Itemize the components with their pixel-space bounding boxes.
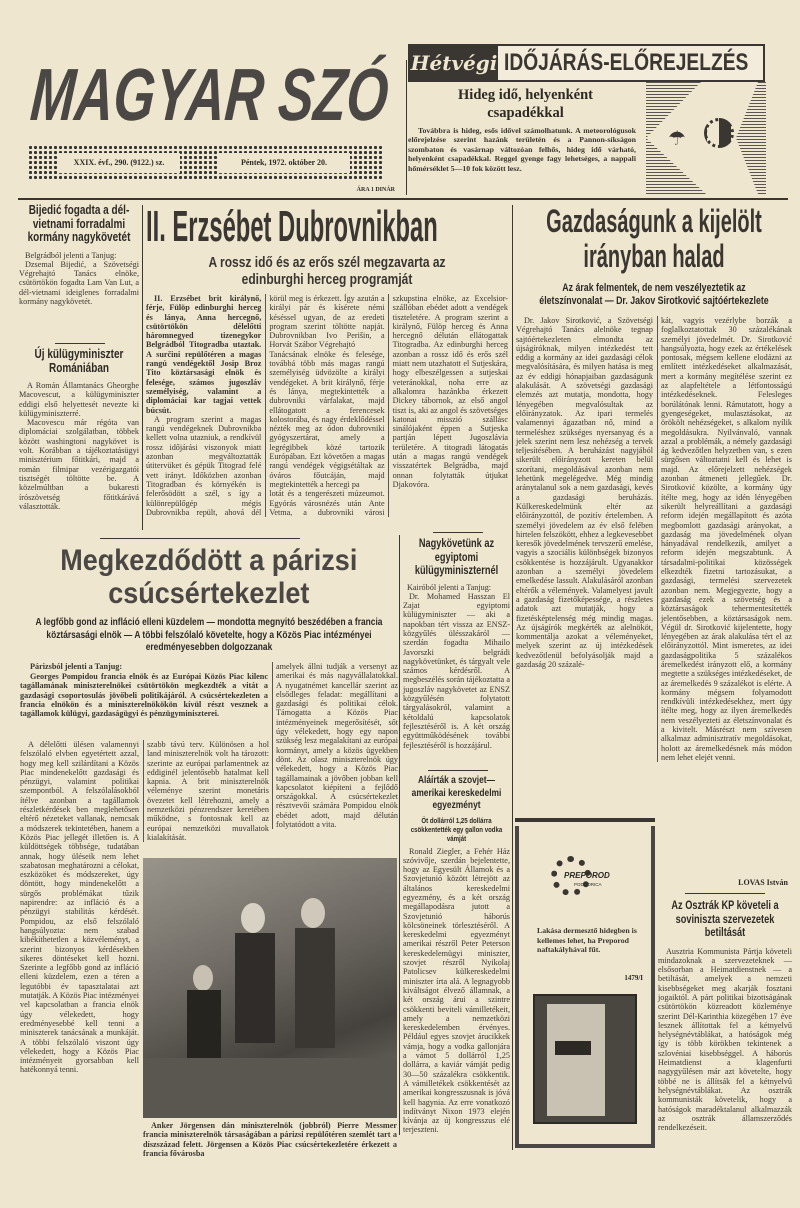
paris-col2: szabb távú terv. Különösen a hol land miniszterelnök volt ha tározott: szerinte az európai parlamentnek az eddiginél jelentősebb hatalmat kell kapnia. A brit miniszterelnök véleménye szerint monetáris övezetet kell létrehozni, amely a nemzetközi pénzrendszer keretében működne, s fontosnak kell az európai nemzetközi muvallatok kialakítását.: [143, 740, 269, 842]
paris-subheadline: A legfőbb gond az infláció elleni küzdelem — mondotta megnyitó beszédében a francia köztársasági elnök — A többi felszólaló követelte, hogy a Közös Piac intézményei eredményesebben dolgozzanak: [35, 616, 383, 653]
weather-headline: Hideg idő, helyenként csapadékkal: [458, 87, 593, 121]
egypt-headline: Nagykövetünk az egyiptomi külügyminiszternél: [414, 538, 499, 577]
issue-band: [28, 145, 382, 181]
erzsebet-col3: lotát és a tengerészeti múzeumot. Egyórás városnézés után Ante Vetma, a dubrovniki városi szkupstina elnöke, az Excelsior-szállóban ebédet adott a vendégek tiszteletére. A program szerint a királynő, Fülöp herceg és Anna hercegnő délután ellátogattak Titogradba. Az edinburghi herceg azonban a rossz idő és erős szél miatt nem utazhatott el Sutjeskára, hogy elbeszélgessen a sutjeskai veteránokkal, noha erre az alkalomra hazánkba érkezett Dickey tábornok, az első angol tiszt is, aki az angol és szövetséges katonai misszió szállásc sinálójaként éppen a Sutjeska partján lépett Jugoszlávia területére. A titogradi látogatás után a magas rangú vendégek visszatértek Belgrádba, majd onnan folytatták útjukat Djakovóra.: [269, 294, 508, 517]
romania-paragraph: Macovescu már régóta van diplomáciai szolgálatban, többek között washingtoni nagykövet is volt. Korábban a tájékoztatásügyi minisztérium főtitkári, majd a román filmipar vezérigazgatói tisztségét töltötte be. A közelmúltban a bukaresti írószövetség főtitkárává választották.: [19, 418, 139, 511]
weather-banner-script: Hétvégi: [410, 46, 498, 80]
paris-photo: [143, 858, 397, 1118]
weather-banner-title: IDŐJÁRÁS-ELŐREJELZÉS: [504, 49, 749, 76]
paris-photo-caption: Anker Jörgensen dán miniszterelnök (jobbról) Pierre Messmer francia miniszterelnök társaságában a párizsi repülőtéren szemlét tart a díszszázad felett. Jörgensen a Közös Piac csúcsértekezletére érkezett a francia fővárosba: [143, 1121, 397, 1158]
article-austria: [658, 900, 792, 1132]
trade-text: Ronald Ziegler, a Fehér Ház szóvivője, szerdán bejelentette, hogy az Egyesült Államok és a Szovjetunió között létrejött az általános kereskedelmi egyezmény, és a két ország megállapodásra jutott a Szovjetunió háborús kölcsöneinek törlesztéséről. A kereskedelmi egyezményt amerikai részről Peter Peterson kereskedelemügyi miniszter, szovjet részről Nyikolaj Patolicsev külkereskedelmi miniszter írta alá. A legnagyobb kiváltságot élvező államnak, a két ország árui a szintre csökkenti beviteli vámilletékeit, amely a nemzetközi kereskedelemben érvényes. Például egyes szovjet árucikkek vámja, hogy a vodka gallonjára a vámot 5 dollárról 1,25 dollárra, a kaviár vámját pedig 30—50 százalékra csökkentik. A vámilletékek csökkentését az amerikai kongresszusnak is jóvá kell hagynia. Az erre vonatkozó indítványt Nixon 1973 elején kívánja az új kongresszus elé terjeszteni.: [403, 846, 510, 1135]
article-bijedic: [19, 204, 139, 306]
article-romania: [19, 348, 139, 511]
trade-headline: Aláírták a szovjet—amerikai kereskedelmi egyezményt: [411, 774, 502, 811]
weather-graphic: [646, 82, 766, 194]
austria-headline: Az Osztrák KP követeli a soviniszta szervezetek betiltását: [671, 900, 779, 939]
erzsebet-lead: II. Erzsébet brit királynő, férje, Fülöp edinburghi herceg és lánya, Anna hercegnő, csütörtökön délelőtti háromnegyed tizenegykor Belgrádból Titogradba utaztak. A surčini repülőtéren a magas rangú vendégektől Josip Broz Tito köztársasági elnök és felesége, számos jugoszláv személyiség, valamint a diplomáciai kar tagjai vettek búcsút.: [146, 294, 262, 415]
sirotkovic-byline: LOVAS István: [738, 878, 788, 887]
article-paris: [20, 544, 398, 1158]
weather-banner: [408, 44, 765, 82]
preporod-brand: PREPOROD: [564, 871, 610, 880]
article-sirotkovic: [516, 203, 792, 762]
newspaper-logo: MAGYAR SZÓ: [27, 53, 392, 136]
paris-dateline: Párizsból jelenti a Tanjug:: [30, 662, 123, 671]
erzsebet-col1: A program szerint a magas rangú vendégeknek Dubrovnikba kellett volna utazniuk, a rendkívül rossz időjárási viszonyok miatt azonban megváltoztatták útitervüket és gépük Titograd felé vett irányt. Időközben azonban Titogradban és környékén is felerősödött a szél, s így a különrepülőgép mégis Dubrovnikba repült, ahová dél körül meg is érkezett. Így azután a királyi pár és kísérete némi késéssel ugyan, de az eredeti program szerint töltötte napját. Dubrovnikban Ivo Perišin, a Horvát Szábor Végrehajtó: [146, 294, 385, 517]
egypt-dateline: Kairóból jelenti a Tanjug:: [407, 582, 492, 592]
stove-image: [533, 994, 637, 1124]
bijedic-dateline: Belgrádból jelenti a Tanjug:: [25, 250, 117, 260]
austria-text: Ausztria Kommunista Pártja követeli mindazoknak a szervezeteknek — elsősorban a Heimatdienstnek — a betiltását, amelyek a nemzeti kisebbségeket meg akarják fosztani jogaiktól. A párt politikai bizottságának csütörtökön közreadott közleménye szerint Dél-Karinthia közegében 17 éve lesznek állítottak fel a kétnyelvű helységnévtáblákat, a hatóságok még így is több körökben tekintenek a szlovéniai kisebbséggel. A háborús Heimatdienst a klagenfurti nagygyűlésen már azt követelte, hogy többé ne is állítsák fel a kétnyelvű helységnévtáblákat. Az osztrák kommunisták követelik, hogy a hatóságok maradéktalanul alkalmazzák az osztrák államszerződés rendelkezéseit.: [658, 946, 792, 1133]
paris-col1: A délelőtti ülésen valamennyi felszólaló elvben egyetértett azzal, hogy meg kell szilárdítani a Közös Piac mindenekelőtt gazdasági és pénzügyi, valamint politikai szempontból. A felszólalásokból ítélve azonban a tagállamok részletkérdések ben meglehetősen eltérő nézeteket vallanak, nemcsak a módszerek tekintetében, hanem a Közös Piac jellegét illetően is. A küldöttségek többsége, tudatában annak, hogy üléseik nem lehet szabatosan meghatározni a célokat, eszközöket és módszereket, úgy döntött, hogy mindenekelőtt a sürgős problémákat tűzik napirendre: az infláció és a pénzügyi stabilitás kérdését. Pompidou, az első felszólaló hangsúlyozta: nem szabad kibékíthetetlen a közvéleményt, a szerint bizonyos kérdésekben sikeres döntéseket kell hozni. Szerinte a legfőbb gond az infláció elleni küzdelem, ezen a téren a legutóbbi év tapasztalatai azt mutatják. A Közös Piac intézményei vel kapcsolatban a francia elnök úgy vélekedett, hogy eredményesebbé kell tenni a miniszterek tanácsának a munkáját. A többi felszólaló viszont úgy vélekedett, hogy a Közös Piac intézményeit gyorsabban kell hatékonnyá tenni.: [20, 740, 139, 1075]
issue-date: Péntek, 1972. október 20.: [218, 153, 350, 173]
egypt-text: Dr. Mohamed Hasszan El Zajat egyiptomi külügyminiszter — aki a napokban tért vissza az ENSZ-közgyűlés ülésszakáról — szerdán fogadta Mihailo Javorszki belgrádi nagykövetünket, és tárgyalt vele számos kérdésről. A megbeszélés során tájékoztatta a jugoszláv nagykövetet az ENSZ közgyűlésén folytatott tárgyalásokról, valamint a kétoldalú kapcsolatok fejlesztéséről is. A két ország együttműködésének további fejlesztéséről is hozzájárul.: [403, 591, 510, 750]
erzsebet-headline: II. Erzsébet Dubrovnikban: [146, 202, 438, 251]
ad-code: 1479/I: [624, 974, 643, 982]
article-egypt: [403, 532, 510, 750]
preporod-ad: [515, 826, 655, 1148]
bijedic-headline: Bijedić fogadta a dél-vietnami forradalmi kormány nagykövetét: [27, 203, 131, 244]
ad-text: Lakása dermesztő hidegben is kellemes lehet, ha Preporod naftakályhával fűt.: [537, 926, 637, 955]
paris-headline: Megkezdődött a párizsi csúcsértekezlet: [60, 544, 358, 610]
erzsebet-subheadline: A rossz idő és az erős szél megzavarta az edinburghi herceg programját: [208, 254, 446, 288]
sirotkovic-subheadline: Az árak felmentek, de nem veszélyeztetik az életszínvonalat — Dr. Jakov Sirotković sajtóértekezlete: [539, 282, 769, 307]
photo-figures: [143, 858, 397, 1118]
issue-number: XXIX. évf., 290. (9122.) sz.: [58, 153, 180, 173]
weather-text: Továbbra is hideg, esős idővel számolhatunk. A meteorológusok előrejelzése szerint hazánk területén és a Pannon-síkságon szombaton és vasárnap változóan felhős, hideg idő várható, helyenként csapadékkal. Reggel gyenge fagy lehetséges, a nappali hőmérséklet 5—10 fok között lesz.: [408, 126, 636, 173]
weather-box: [408, 44, 793, 196]
erzsebet-body: [146, 294, 508, 517]
bijedic-text: Dzsemal Bijedić, a Szövetségi Végrehajtó Tanács elnöke, csütörtökön fogadta Lam Van Lut, a dél-vietnami ideiglenes forradalmi kormány nagykövetét.: [19, 259, 139, 306]
paris-col3: amelyek állni tudják a versenyt az amerikai és más nagyvállalatokkal. A nyugatnémet kancellár szerint az elsődleges feladat: megállítani a gazdasági és politikai célok. Támogatta a Közös Piac intézményeinek megerősítését, sőt úgy vélekedett, hogy egy napon szükség lesz megalakítani az európai kormányt, amely a közös ügyekben dönt. Az olasz miniszterelnök úgy vélekedett, hogy a Közös Piac tagállamainak a jövőben jobban kell kapcsolatot kiépíteni a fejlődő országokkal. A csúcsértekezlet résztvevői számára Pompidou elnök ebédet adott, majd délután folytatódott a vita.: [272, 662, 398, 829]
romania-paragraph: A Román Államtanács Gheorghe Macovescut, a külügyminiszter eddigi első helyettesét nevezte ki külügyminiszterré.: [19, 381, 139, 418]
sirotkovic-col1: Dr. Jakov Sirotković, a Szövetségi Végrehajtó Tanács alelnöke tegnap sajtóértekezleten elmondta az újságíróknak, milyen intézkedést tett eddig a kormány az idei gazdasági célok megvalósítására, és milyen hatása is meg az év eddigi hónapjaiban gazdaságunk alakulását. A szövetségi gazdasági elemzés azt mutatja, mondotta, hogy lényegében megvalósultak az előirányzatok. Az ipari termelés valamennyi ágazatban nő, mind a termeléshez szükséges nyersanyag és a jelek szerint nem lesz nehézség a tervek teljesítésében. A beruházást nagyjából sikerült előirányzott kereten belül szorítani, megoldásával azonban nem lehetünk megelégedve. Még mindig aránytalanul sok a nem gazdasági, kevés a gazdasági beruházás. Külkereskedelmünk eltér az előirányzottól, de pozitív értelemben. A személyi jövedelem az év első felében hirtelen felszökött, ehhez a legkevesebbet keresők jövedelmének tervszerű emelése, vagyis a szociális különbségek bizonyos csökkentése is hozzájárult. Ugyanakkor azonban a személyi jövedelem emelkedése lassult. Alakulásáról azonban eltérők a vélemények. Valamelyest javult a gazdaság fizetőképessége, a részletes adatok azt mutatják, hogy a fizetésképtelenség még mindig magas. Az újságírók megkérték az alelnököt, kommentálja azokat a véleményeket, melyek szerint az új intézkedések kedvezőtlenül befolyásolják majd a gazdaság 20 százalé-: [516, 316, 653, 669]
romania-headline: Új külügyminiszter Romániában: [34, 347, 124, 375]
trade-subheadline: Öt dollárról 1,25 dollárra csökkentették egy gallon vodka vámját: [410, 815, 503, 843]
umbrella-icon: ☂: [668, 128, 686, 150]
sirotkovic-headline: Gazdaságunk a kijelölt irányban halad: [546, 203, 762, 274]
article-trade: [403, 770, 510, 1135]
price: ÁRA 1 DINÁR: [356, 187, 395, 193]
masthead: [20, 40, 395, 200]
sirotkovic-col2: kát, vagyis vezérlybe borzák a foglalkoztatottak 30 százalékának személyi jövedelmét. Dr. Sirotković hangsúlyozta, hogy ezek az értékelések pontosak, mégsem kellene elodázni az említett intézkedéseket alkalmazását, mert a kormány megítélése szerint ez az alapfeltétele a létfontosságú intézkedéseknek. Felesleges borúlátónak lenni. Rámutatott, hogy a gyengeségeket, mulasztásokat, az örökölt nehézségeket, s alkalom nyílik megoldásukra. Nyilvánvaló, vannak azzal a problémák, a némely gazdasági ág kedvezőtlen helyzetben van, s ezen sürgősen változtatni kell és lehet is majd. Az előrejelzett nehézségek azonban átmeneti jellegűek. Dr. Sirotković közölte, a kormány úgy ítélte meg, hogy az idén lényegében sikerült helyreállítani a gazdasági reform idején megállapított és azóta megbomlott gazdasági arányokat, a gazdaság ma jövedelmének olyan hányadával rendelkezik, amilyet a reform idején megszabtunk. A társadalmi-politikai közösségek elkezdték fizetni tartozásukat, a gazdasági, termelési szervezetek azonban nem. Megjegyezte, hogy a gazdaság ezek a szövetség és a köztársaságok tehermentesítették jelentősebben, a köztársaságok nem. Végül dr. Sirotković kijelentette, hogy lényegében az árak alakulása tért el az előirányzottól. Mint ismeretes, az idei gazdaságpolitika 5 százalékos áremelkedést irányzott elő, a kormány megtette a szükséges intézkedéseket, de az áremelkedés 9 százalékot is elérte. A kormány mégsem folyamodott rendkívüli intézkedésekhez, mert úgy ítélte meg, hogy az ilyen áremelkedés nem veszélyezteti az életszínvonalat és a kivitelt. Másrészt nem szívesen alkalmaz adminisztratív megoldásokat, holott az áremelkedésnek más módon nem lehet elejét venni.: [657, 316, 792, 762]
preporod-brand-sub: PODGORICA: [574, 882, 602, 887]
erzsebet-col2: Tanácsának elnöke és felesége, továbbá több más magas rangú személyiség üdvözölte a királyi vendégeket. A brit királynő, férje és lánya, megtekintették a dubrovniki várfalakat, majd ellátogatott a ferencesek kolostorába, és nagy érdeklődéssel nézték meg az ódon dubrovniki gyógyszertárat, amely a legrégibbek közé tartozik Európában. Ezt követően a magas rangú vendégek végigsétáltak az óváros főutcáján, majd megtekintették a hercegi pa: [269, 349, 385, 489]
sun-icon: [704, 118, 734, 148]
paris-lead: Georges Pompidou francia elnök és az Európai Közös Piac kilenc tagállamának miniszterelnökei csütörtökön megkezdték a vitát a gazdasági csoportosulás jövőbeli politikájáról. A csúcsértekezleten a francia elnökön és a miniszterelnökökön kívül részt vesznek a tagállamok külügyi, gazdaságügyi és pénzügyminiszterei.: [20, 672, 268, 719]
article-erzsebet: [146, 204, 508, 517]
